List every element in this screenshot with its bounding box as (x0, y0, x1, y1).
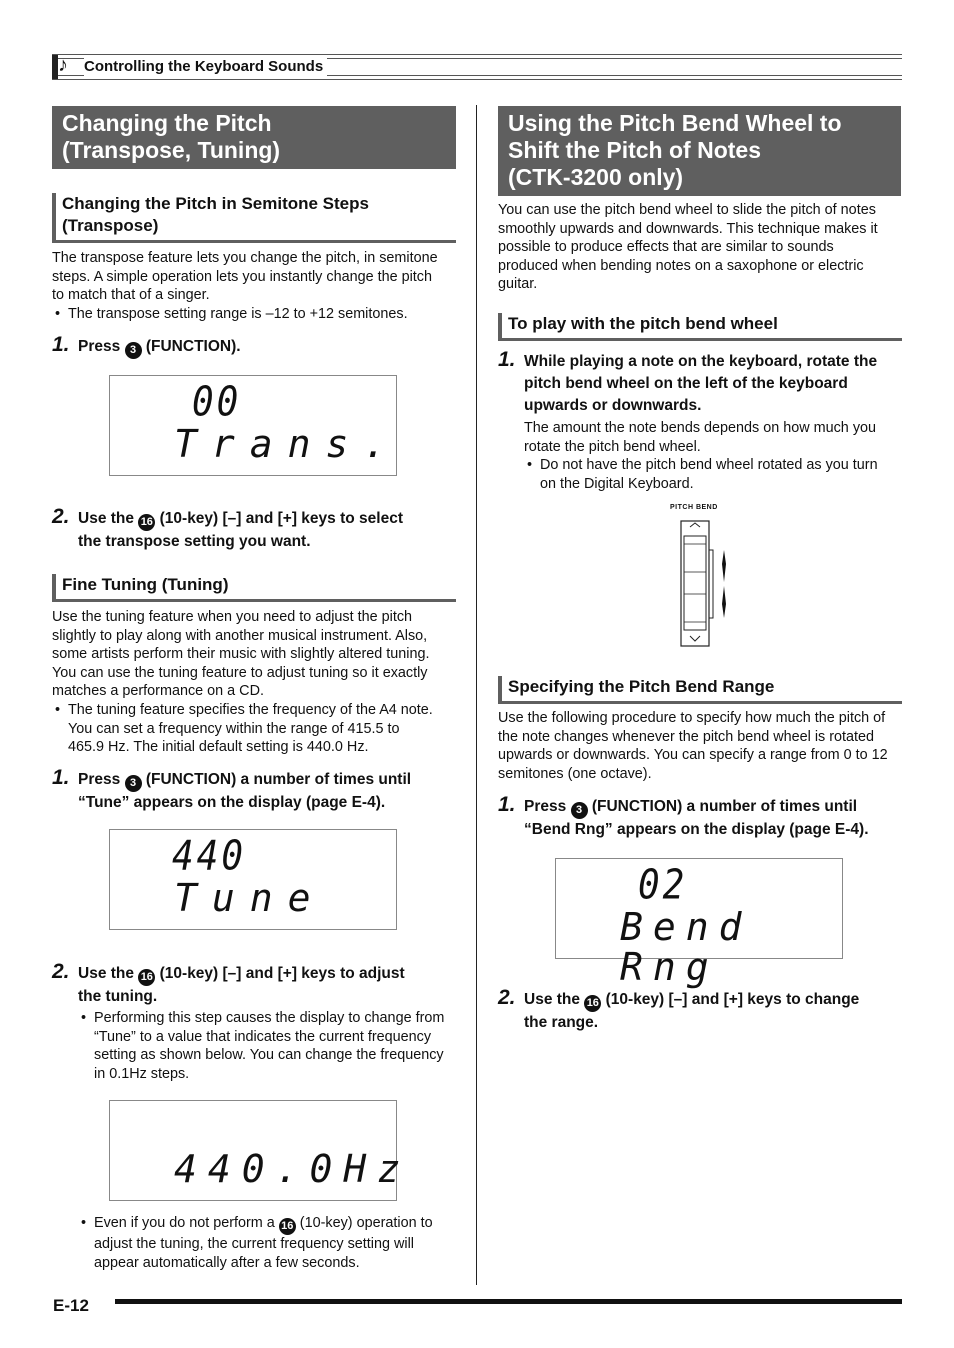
step-text: “Tune” appears on the display (page E-4). (78, 794, 386, 811)
lcd-label: Bend Rng (620, 905, 752, 989)
text-line: matches a performance on a CD. (52, 683, 264, 700)
tuning-intro (52, 608, 462, 757)
subheading-line: Changing the Pitch in Semitone Steps (62, 194, 369, 213)
function-key-icon: 3 (571, 802, 588, 819)
bullet-text: 465.9 Hz. The initial default setting is 440.0 Hz. (68, 739, 369, 756)
step-number: 1. (498, 348, 516, 371)
lcd-value: 02 (638, 861, 688, 909)
text-line: semitones (one octave). (498, 765, 652, 782)
bullet-text: setting as shown below. You can change the frequency (94, 1047, 444, 1064)
subheading-fine-tuning: Fine Tuning (Tuning) (52, 574, 456, 602)
ten-key-icon: 16 (138, 514, 155, 531)
bullet-item: • The tuning feature specifies the frequency of the A4 note. You can set a frequency within the range of 415.5 to 465.9 Hz. The initial default setting is 440.0 Hz. (52, 701, 462, 757)
bullet-text: Even if you do not perform a (94, 1215, 275, 1231)
lcd-value: 440 (172, 832, 247, 880)
bullet-text: appear automatically after a few seconds. (94, 1254, 360, 1271)
section-title-line: (Transpose, Tuning) (62, 137, 281, 163)
bullet-text: The tuning feature specifies the frequency of the A4 note. (68, 701, 433, 718)
lcd-display-transpose (109, 375, 402, 476)
section-title-line: Shift the Pitch of Notes (508, 137, 761, 163)
lcd-display-frequency (109, 1100, 412, 1201)
text-line: to match that of a singer. (52, 287, 210, 304)
lcd-display-bend-range (555, 858, 843, 989)
bullet-text: Performing this step causes the display to change from (94, 1010, 445, 1026)
lcd-label: 440.0Hz (174, 1147, 412, 1191)
pitch-bend-step-1-note (524, 419, 902, 493)
section-title-line: Using the Pitch Bend Wheel to (508, 110, 842, 136)
function-key-icon: 3 (125, 342, 142, 359)
bullet-text: The transpose setting range is –12 to +12 semitones. (68, 305, 408, 322)
bullet-text: on the Digital Keyboard. (540, 475, 694, 492)
step-text: the range. (524, 1014, 599, 1031)
text-line: produced when bending notes on a saxophone or electric (498, 257, 864, 274)
music-note-icon: ♪ (58, 54, 68, 76)
function-key-icon: 3 (125, 775, 142, 792)
section-title-changing-pitch (52, 106, 456, 169)
subheading-play-pitch-bend: To play with the pitch bend wheel (498, 313, 902, 341)
tuning-step-2-note (78, 1009, 462, 1083)
bullet-item: • Even if you do not perform a 16 (10-key) operation to adjust the tuning, the current frequency setting will appear automatically after a few seconds. (78, 1214, 462, 1272)
step-text: Use the (78, 965, 134, 982)
section-title-pitch-bend (498, 106, 901, 196)
step-text: (10-key) [–] and [+] keys to select (159, 510, 403, 527)
ten-key-icon: 16 (584, 995, 601, 1012)
step-text: the transpose setting you want. (78, 533, 311, 550)
range-step-2 (524, 989, 902, 1034)
text-line: You can use the pitch bend wheel to slide the pitch of notes (498, 202, 876, 218)
step-text: the tuning. (78, 988, 158, 1005)
step-text: upwards or downwards. (524, 397, 702, 414)
text-line: smoothly upwards and downwards. This technique makes it (498, 220, 878, 237)
step-text: Use the (524, 991, 580, 1008)
tuning-step-2 (78, 963, 458, 1008)
pitch-bend-range-intro (498, 709, 902, 783)
step-text: (10-key) [–] and [+] keys to adjust (159, 965, 405, 982)
step-text: (FUNCTION) a number of times until (145, 771, 412, 788)
text-line: The amount the note bends depends on how much you (524, 420, 877, 436)
text-line: Use the tuning feature when you need to adjust the pitch (52, 609, 413, 625)
running-header-title: Controlling the Keyboard Sounds (84, 58, 327, 76)
bullet-text: Do not have the pitch bend wheel rotated as you turn (540, 457, 878, 474)
step-text: Use the (78, 510, 134, 527)
text-line: upwards or downwards. You can specify a range from 0 to 12 (498, 747, 888, 764)
subheading-line: (Transpose) (62, 216, 159, 235)
tuning-step-1 (78, 769, 458, 814)
bullet-text: in 0.1Hz steps. (94, 1065, 190, 1082)
lcd-label: Tune (174, 876, 326, 920)
step-text: While playing a note on the keyboard, rotate the (524, 353, 878, 370)
step-text: Press (78, 338, 121, 355)
step-text: Press (78, 771, 121, 788)
pitch-bend-intro (498, 201, 902, 294)
text-line: You can use the tuning feature to adjust tuning so it exactly (52, 664, 428, 681)
text-line: some artists perform their music with slightly altered tuning. (52, 646, 430, 663)
bullet-text: “Tune” to a value that indicates the current frequency (94, 1028, 432, 1045)
step-number: 1. (52, 766, 70, 789)
page-number: E-12 (53, 1296, 89, 1315)
step-number: 2. (498, 986, 516, 1009)
pitch-bend-step-1 (524, 351, 902, 417)
step-text: (FUNCTION). (145, 338, 241, 355)
transpose-intro (52, 249, 462, 323)
step-number: 2. (52, 505, 70, 528)
step-text: pitch bend wheel on the left of the keyboard (524, 375, 848, 392)
pitch-bend-label: PITCH BEND (670, 504, 718, 511)
lcd-label: Trans. (174, 422, 402, 466)
bullet-text: adjust the tuning, the current frequency setting will (94, 1236, 414, 1252)
text-line: Use the following procedure to specify how much the pitch of (498, 710, 886, 726)
bullet-item: • Do not have the pitch bend wheel rotated as you turn on the Digital Keyboard. (524, 456, 902, 493)
text-line: rotate the pitch bend wheel. (524, 438, 701, 455)
transpose-step-1 (78, 336, 458, 359)
step-number: 1. (498, 793, 516, 816)
section-title-line: Changing the Pitch (62, 110, 272, 136)
bullet-text: (10-key) operation to (299, 1215, 433, 1231)
ten-key-icon: 16 (279, 1218, 296, 1235)
footer-rule (115, 1299, 902, 1304)
lcd-value: 00 (192, 378, 242, 426)
bullet-item: • Performing this step causes the display to change from “Tune” to a value that indicates the current frequency setting as shown below. You can change the frequency in 0.1Hz steps. (78, 1009, 462, 1083)
subheading-pitch-bend-range: Specifying the Pitch Bend Range (498, 676, 902, 704)
pitch-bend-wheel-illustration (680, 520, 730, 648)
text-line: possible to produce effects that are similar to sounds (498, 239, 834, 256)
subheading-transpose (52, 193, 456, 243)
bullet-item: • The transpose setting range is –12 to +12 semitones. (55, 305, 408, 322)
tuning-auto-note (78, 1214, 462, 1272)
section-title-line: (CTK-3200 only) (508, 164, 684, 190)
range-step-1 (524, 796, 902, 841)
text-line: the note changes whenever the pitch bend wheel is rotated (498, 728, 875, 745)
text-line: guitar. (498, 276, 538, 293)
text-line: slightly to play along with another musical instrument. Also, (52, 627, 428, 644)
step-number: 1. (52, 333, 70, 356)
transpose-step-2 (78, 508, 458, 553)
step-text: Press (524, 798, 567, 815)
column-divider (476, 105, 477, 1285)
ten-key-icon: 16 (138, 969, 155, 986)
step-text: (10-key) [–] and [+] keys to change (605, 991, 860, 1008)
lcd-display-tune (109, 829, 397, 930)
text-line: The transpose feature lets you change the pitch, in semitone (52, 250, 438, 266)
step-text: “Bend Rng” appears on the display (page E-4). (524, 821, 869, 838)
text-line: steps. A simple operation lets you instantly change the pitch (52, 268, 432, 285)
step-text: (FUNCTION) a number of times until (591, 798, 858, 815)
step-number: 2. (52, 960, 70, 983)
bullet-text: You can set a frequency within the range of 415.5 to (68, 720, 400, 737)
